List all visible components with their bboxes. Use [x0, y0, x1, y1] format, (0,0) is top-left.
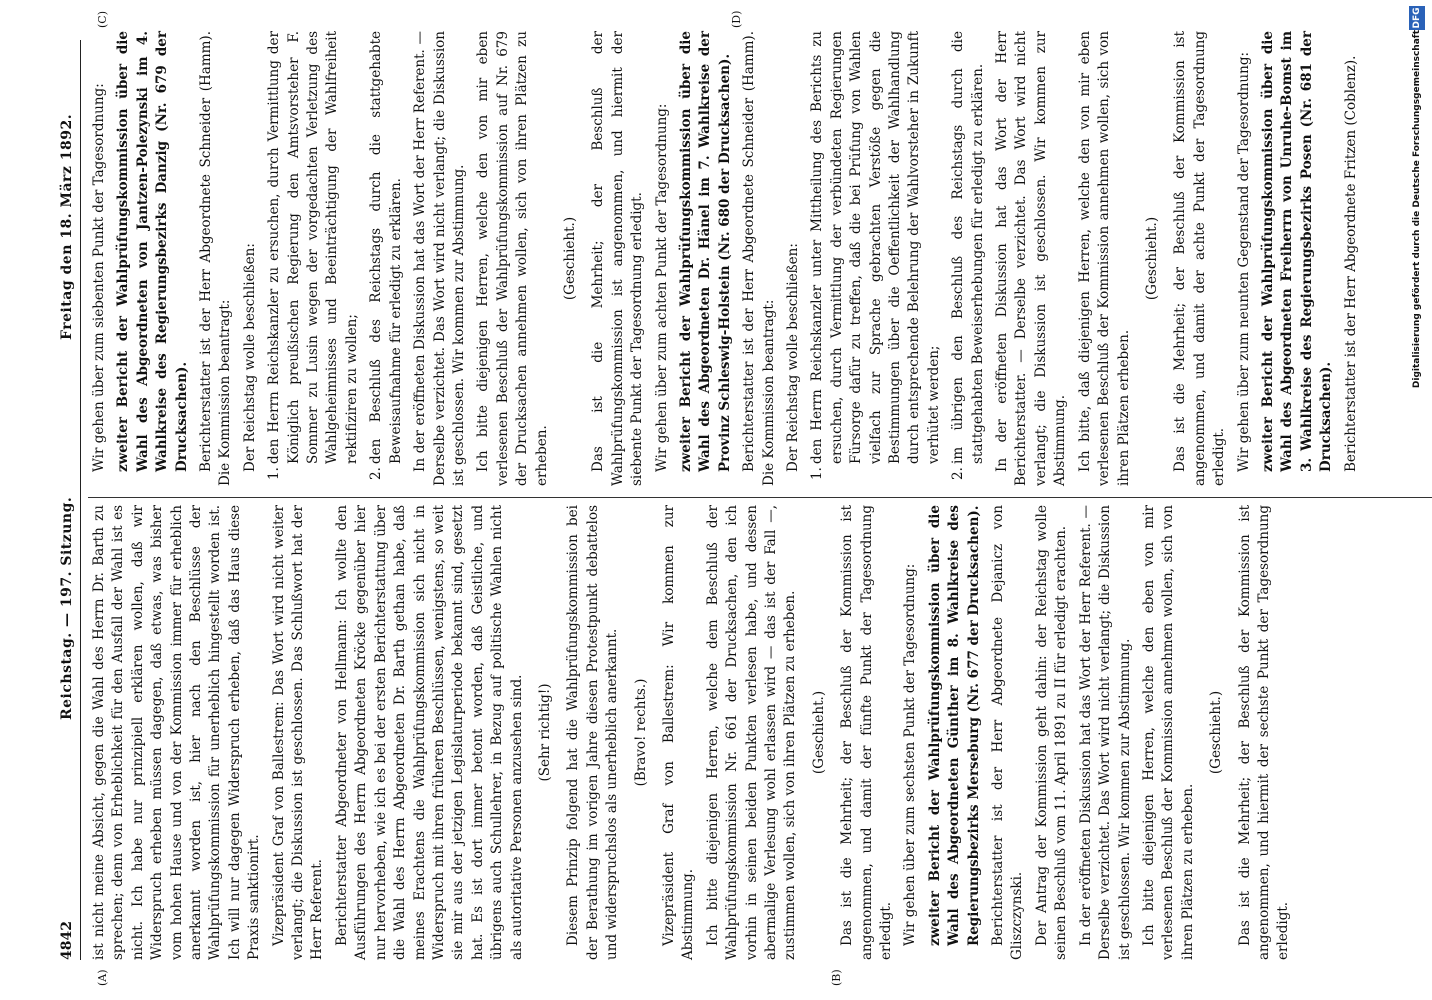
left-column	[90, 505, 1299, 960]
agenda-item-title: zweiter Bericht der Wahlprüfungskommission über die Wahl des Abgeordneten Dr. Hänel im 7. Wahlkreise der Provinz Schleswig-Holstein (Nr. 680 der Drucksachen).	[677, 31, 733, 472]
list-item-number: 2.	[950, 467, 967, 480]
paragraph: In der eröffneten Diskussion hat das Wort der Herr Berichterstatter. — Derselbe verzichtet. Das Wort wird nicht verlangt; die Diskussion ist geschlossen. Wir kommen zur Abstimmung.	[994, 31, 1069, 486]
paragraph: Ich bitte, daß diejenigen Herren, welche den von mir eben verlesenen Beschluß der Kommission annehmen wollen, sich von ihren Plätzen erheben.	[1076, 31, 1132, 486]
list-item	[265, 31, 362, 486]
paragraph: Vizepräsident Graf von Ballestrem: Das Wort wird nicht weiter verlangt; die Diskussion ist geschlossen. Das Schlußwort hat der Herr Referent.	[270, 505, 326, 960]
page-number: 4842	[59, 921, 75, 960]
list-item-text: den Beschluß des Reichstags durch die stattgehabte Beweisaufnahme für erledigt zu erklären.	[368, 31, 404, 464]
column-divider	[88, 497, 1432, 498]
paragraph: Das ist die Mehrheit; der Beschluß der Kommission ist angenommen, und damit der achte Punkt der Tagesordnung erledigt.	[1172, 31, 1228, 486]
paragraph: Das ist die Mehrheit; der Beschluß der Kommission ist angenommen, und hiermit der sechste Punkt der Tagesordnung erledigt.	[1236, 505, 1292, 960]
paragraph: Ich bitte diejenigen Herren, welche den von mir eben verlesenen Beschluß der Wahlprüfungskommission auf Nr. 679 der Drucksachen annehmen wollen, sich von ihren Plätzen zu erheben.	[475, 31, 550, 486]
interjection: (Geschieht.)	[1143, 216, 1160, 301]
paragraph: Vizepräsident Graf von Ballestrem: Wir kommen zur Abstimmung.	[660, 505, 697, 960]
agenda-item-title: zweiter Bericht der Wahlprüfungskommission über die Wahl des Abgeordneten von Jantzen-Polezynski im 4. Wahlkreise des Regierungsbezirks Danzig (Nr. 679 der Drucksachen).	[115, 31, 190, 472]
running-header	[55, 40, 79, 960]
digitization-credit: Digitalisierung gefördert durch die Deutsche Forschungsgemeinschaft	[1412, 30, 1422, 389]
list-item	[949, 31, 988, 486]
list-item	[808, 31, 944, 486]
paragraph: ist nicht meine Absicht, gegen die Wahl des Herrn Dr. Barth zu sprechen; denn von Erheblichkeit für den Ausfall der Wahl ist es nicht. Ich habe nur prinzipiell erklären wollen, daß wir Widerspruch erheben müssen dagegen, daß etwas, was bisher vom hohen Hause und von der Kommission immer für erheblich anerkannt worden ist, hier nach den Beschlüsse der Wahlprüfungskommission für unerheblich hingestellt worden ist. Ich will nur dagegen Widerspruch erheben, daß das Haus diese Praxis sanktionirt.	[91, 505, 263, 960]
paragraph: Das ist die Mehrheit; der Beschluß der Wahlprüfungskommission ist angenommen, und hiermit der siebente Punkt der Tagesordnung erledigt.	[590, 31, 646, 486]
paragraph: Der Antrag der Kommission geht dahin: der Reichstag wolle seinen Beschluß vom 11. April 1891 zu II für erledigt erachten.	[1033, 505, 1070, 960]
margin-marker-b: (B)	[830, 969, 843, 986]
paragraph: Ich bitte diejenigen Herren, welche dem Beschluß der Wahlprüfungskommission Nr. 661 der Drucksachen, den ich vorhin in seinen beiden Punkten verlesen habe, und dessen abermalige Verlesung wohl erlassen wird — das ist der Fall —, zustimmen wollen, sich von ihren Plätzen zu erheben.	[704, 505, 799, 960]
paragraph: Der Reichstag wolle beschließen:	[785, 243, 801, 472]
interjection: (Geschieht.)	[561, 216, 578, 301]
right-column	[90, 31, 1366, 486]
list-item-text: den Herrn Reichskanzler unter Mittheilung des Berichts zu ersuchen, durch Vermittlung der verbündeten Regierungen Fürsorge dafür zu treffen, daß die bei Prüfung von Wahlen vielfach zur Sprache gebrachten Verstöße gegen die Bestimmungen über die Oeffentlichkeit der Wahlhandlung durch entsprechende Belehrung der Wahlvorsteher in Zukunft verhütet werden;	[809, 31, 942, 464]
paragraph: Der Reichstag wolle beschließen:	[241, 243, 258, 472]
paragraph: Wir gehen über zum sechsten Punkt der Tagesordnung:	[902, 563, 919, 946]
paragraph: Berichterstatter ist der Herr Abgeordnete Dejanicz von Gliszczynski.	[990, 505, 1026, 960]
interjection: (Bravo! rechts.)	[632, 678, 649, 787]
paragraph: Ich bitte diejenigen Herren, welche den eben von mir verlesenen Beschluß der Kommission annehmen wollen, sich von ihren Plätzen zu erheben.	[1140, 505, 1196, 960]
margin-marker-c: (C)	[96, 11, 109, 28]
paragraph: In der eröffneten Diskussion hat das Wort der Herr Referent. — Derselbe verzichtet. Das Wort wird nicht verlangt; die Diskussion ist geschlossen. Wir kommen zur Abstimmung.	[412, 31, 467, 486]
paragraph: Wir gehen über zum achten Punkt der Tagesordnung:	[653, 103, 670, 472]
list-item	[367, 31, 406, 486]
list-item-number: 2.	[368, 467, 385, 480]
paragraph: Berichterstatter ist der Herr Abgeordnete Fritzen (Coblenz).	[1342, 55, 1359, 472]
paragraph: Berichterstatter Abgeordneter von Hellmann: Ich wollte den Ausführungen des Herrn Abgeordneten Kröcke gegenüber hier nur hervorheben, wie ich es bei der ersten Berichterstattung über die Wahl des Herrn Abgeordneten Dr. Barth gethan habe, daß meines Erachtens die Wahlprüfungskommission sich nicht in Widerspruch mit ihren früheren Beschlüssen, wenigstens, so weit sie mir aus der jetzigen Legislaturperiode bekannt sind, gesetzt hat. Es ist dort immer betont worden, daß Geistliche, und übrigens auch Schullehrer, in Bezug auf politische Wahlen nicht als autoritative Personen anzusehen sind.	[333, 505, 525, 960]
dfg-logo: DFG	[1409, 6, 1425, 30]
margin-marker-d: (D)	[730, 10, 743, 28]
paragraph: Diesem Prinzip folgend hat die Wahlprüfungskommission bei der Berathung im vorigen Jahre diesen Protestpunkt debattelos und widerspruchslos als unerheblich anerkannt.	[565, 505, 621, 960]
interjection: (Geschieht.)	[1208, 690, 1225, 775]
margin-marker-a: (A)	[96, 969, 109, 986]
header-rule	[80, 40, 81, 960]
agenda-item-title: zweiter Bericht der Wahlprüfungskommission über die Wahl des Abgeordneten Freiherrn von Unruhe-Bomst im 3. Wahlkreise des Regierungsbezirks Posen (Nr. 681 der Drucksachen).	[1259, 31, 1335, 472]
list-item-number: 1.	[266, 467, 283, 480]
paragraph: Berichterstatter ist der Herr Abgeordnete Schneider (Hamm). Die Kommission beantragt:	[198, 31, 234, 486]
paragraph: In der eröffneten Diskussion hat das Wort der Herr Referent. — Derselbe verzichtet. Das Wort wird nicht verlangt; die Diskussion ist geschlossen. Wir kommen zur Abstimmung.	[1077, 505, 1133, 960]
running-head-left: Reichstag. — 197. Sitzung.	[59, 496, 75, 720]
interjection: (Geschieht.)	[810, 690, 827, 775]
paragraph: Wir gehen über zum siebenten Punkt der Tagesordnung:	[91, 83, 107, 472]
list-item-text: den Herrn Reichskanzler zu ersuchen, durch Vermittlung der Königlich preußischen Regierung den Amtsvorsteher F. Sommer zu Lusin wegen der vorgedachten Verletzung des Wahlgeheimnisses und Beeinträchtigung der Wahlfreiheit rektifiziren zu wollen;	[266, 31, 360, 464]
paragraph: Berichterstatter ist der Herr Abgeordnete Schneider (Hamm). Die Kommission beantragt:	[741, 31, 777, 486]
interjection: (Sehr richtig!)	[536, 683, 553, 782]
paragraph: Wir gehen über zum neunten Gegenstand der Tagesordnung:	[1235, 51, 1252, 472]
agenda-item-title: zweiter Bericht der Wahlprüfungskommission über die Wahl des Abgeordneten Günther im 8. Wahlkreise des Regierungsbezirks Merseburg (Nr. 677 der Drucksachen).	[926, 505, 982, 946]
running-head-right: Freitag den 18. März 1892.	[59, 113, 75, 340]
paragraph: Das ist die Mehrheit; der Beschluß der Kommission ist angenommen, und damit der fünfte Punkt der Tagesordnung erledigt.	[839, 505, 895, 960]
list-item-text: im übrigen den Beschluß des Reichstags durch die stattgehabten Beweiserhebungen für erledigt zu erklären.	[950, 31, 986, 464]
list-item-number: 1.	[809, 467, 826, 480]
